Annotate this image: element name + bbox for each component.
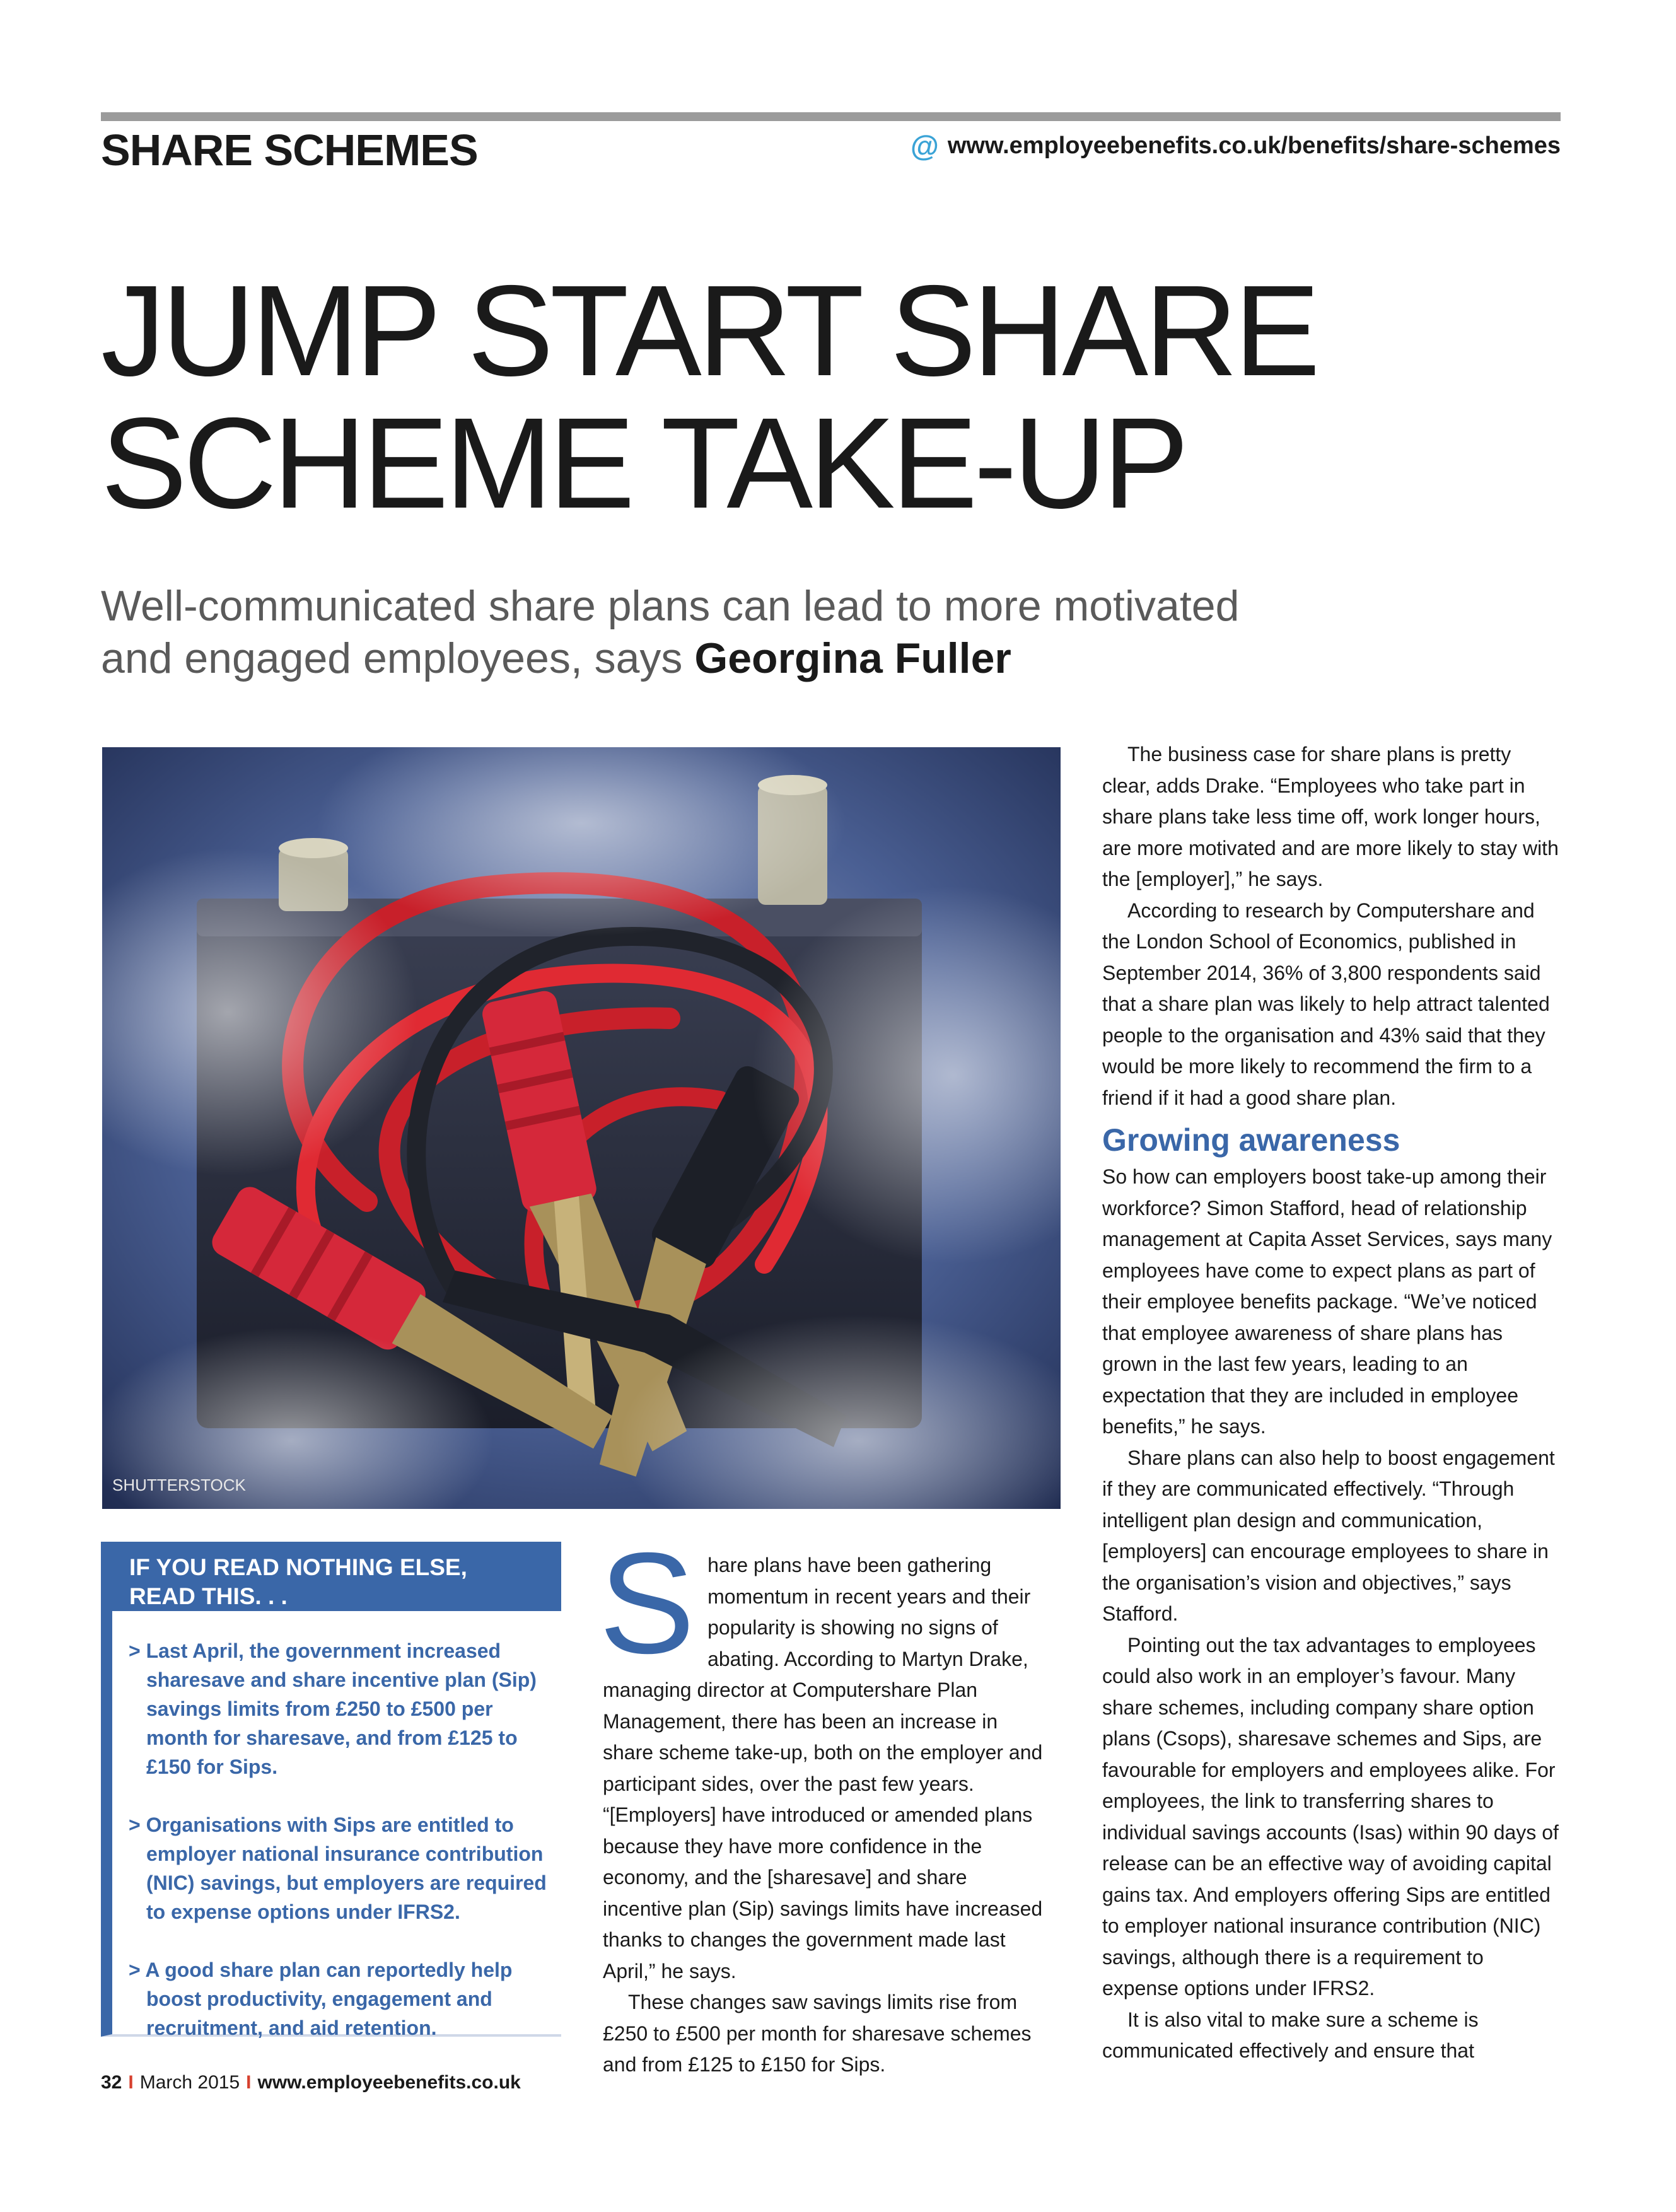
at-icon: @ bbox=[910, 129, 939, 162]
body-paragraph: According to research by Computershare and the London School of Economics, published in September 2014, 36% of 3,800 respondents said that a share plan was likely to help attract talented people to the organisation and 43% said that they would be more likely to recommend the firm to a friend if it had a good share plan. bbox=[1102, 899, 1550, 1109]
article-column-2 bbox=[1102, 739, 1563, 2067]
jump-leads-illustration bbox=[102, 747, 1061, 1509]
standfirst bbox=[101, 580, 1299, 685]
body-paragraph: So how can employers boost take-up among their workforce? Simon Stafford, head of relationship management at Capita Asset Services, says many employees have come to expect plans as part of their employee benefits package. “We’ve noticed that employee awareness of share plans has grown in the last few years, leading to an expectation that they are included in employee benefits,” he says. bbox=[1102, 1165, 1552, 1438]
footer-separator: I bbox=[246, 2072, 252, 2093]
summary-bullet: > Organisations with Sips are entitled to employer national insurance contribution (NIC) savings, but employers are required to expense options under IFRS2. bbox=[129, 1813, 547, 1923]
page-number: 32 bbox=[101, 2072, 122, 2093]
author-name: Georgina Fuller bbox=[694, 634, 1011, 682]
top-rule bbox=[101, 112, 1561, 121]
body-paragraph: hare plans have been gathering momentum in recent years and their popularity is showing no signs of abating. According to Martyn Drake, managing director at Computershare Plan Management, there has been an increase in share scheme take-up, both on the employer and participant sides, over the past few years. “[Employers] have introduced or amended plans because they have more confidence in the economy, and the [sharesave] and share incentive plan (Sip) savings limits have increased thanks to changes the government made last April,” he says. bbox=[603, 1554, 1043, 1982]
footer-separator: I bbox=[128, 2072, 134, 2093]
drop-cap: S bbox=[599, 1523, 695, 1684]
summary-title-line-1: IF YOU READ NOTHING ELSE, bbox=[129, 1554, 467, 1580]
summary-bullet: > Last April, the government increased sharesave and share incentive plan (Sip) savings limits from £250 to £500 per month for sharesave, and from £125 to £150 for Sips. bbox=[129, 1639, 537, 1778]
body-paragraph: Pointing out the tax advantages to employees could also work in an employer’s favour. Many share schemes, including company share option plans (Csops), sharesave schemes and Sips, are favourable for employers and employees alike. For employees, the link to transferring shares to individual savings accounts (Isas) within 90 days of release can be an effective way of avoiding capital gains tax. And employers offering Sips are entitled to employer national insurance contribution (NIC) savings, although there is a requirement to expense options under IFRS2. bbox=[1102, 1633, 1559, 2000]
body-paragraph: Share plans can also help to boost engagement if they are communicated effectively. “Through intelligent plan design and communication, [employers] can encourage employees to share in the organisation’s vision and objectives,” says Stafford. bbox=[1102, 1446, 1555, 1625]
summary-box-body bbox=[101, 1611, 561, 2037]
page-footer bbox=[101, 2072, 521, 2093]
article-column-1 bbox=[599, 1523, 1050, 2081]
headline bbox=[101, 259, 1317, 535]
url-text[interactable]: www.employeebenefits.co.uk/benefits/share-schemes bbox=[947, 132, 1561, 159]
headline-line-1: JUMP START SHARE bbox=[101, 259, 1317, 403]
summary-bullet: > A good share plan can reportedly help boost productivity, engagement and recruitment, and aid retention. bbox=[129, 1959, 513, 2039]
photo-jump-leads bbox=[102, 747, 1061, 1509]
subheading: Growing awareness bbox=[1102, 1122, 1400, 1158]
headline-line-2: SCHEME TAKE-UP bbox=[101, 391, 1185, 535]
photo-credit: SHUTTERSTOCK bbox=[112, 1476, 246, 1494]
summary-title-line-2: READ THIS. . . bbox=[129, 1583, 288, 1609]
issue-date: March 2015 bbox=[139, 2072, 240, 2093]
body-paragraph: These changes saw savings limits rise from £250 to £500 per month for sharesave schemes and from £125 to £150 for Sips. bbox=[603, 1991, 1032, 2076]
footer-site-link[interactable]: www.employeebenefits.co.uk bbox=[257, 2072, 521, 2093]
section-label: SHARE SCHEMES bbox=[101, 125, 478, 175]
section-url[interactable] bbox=[911, 129, 1561, 163]
body-paragraph: The business case for share plans is pretty clear, adds Drake. “Employees who take part in share plans take less time off, work longer hours, are more motivated and are more likely to stay with the [employer],” he says. bbox=[1102, 743, 1559, 890]
summary-box bbox=[101, 1542, 561, 2037]
standfirst-text: Well-communicated share plans can lead to more motivated and engaged employees, says bbox=[101, 582, 1240, 682]
body-paragraph: It is also vital to make sure a scheme is communicated effectively and ensure that bbox=[1102, 2008, 1479, 2062]
summary-box-title bbox=[101, 1542, 561, 1611]
